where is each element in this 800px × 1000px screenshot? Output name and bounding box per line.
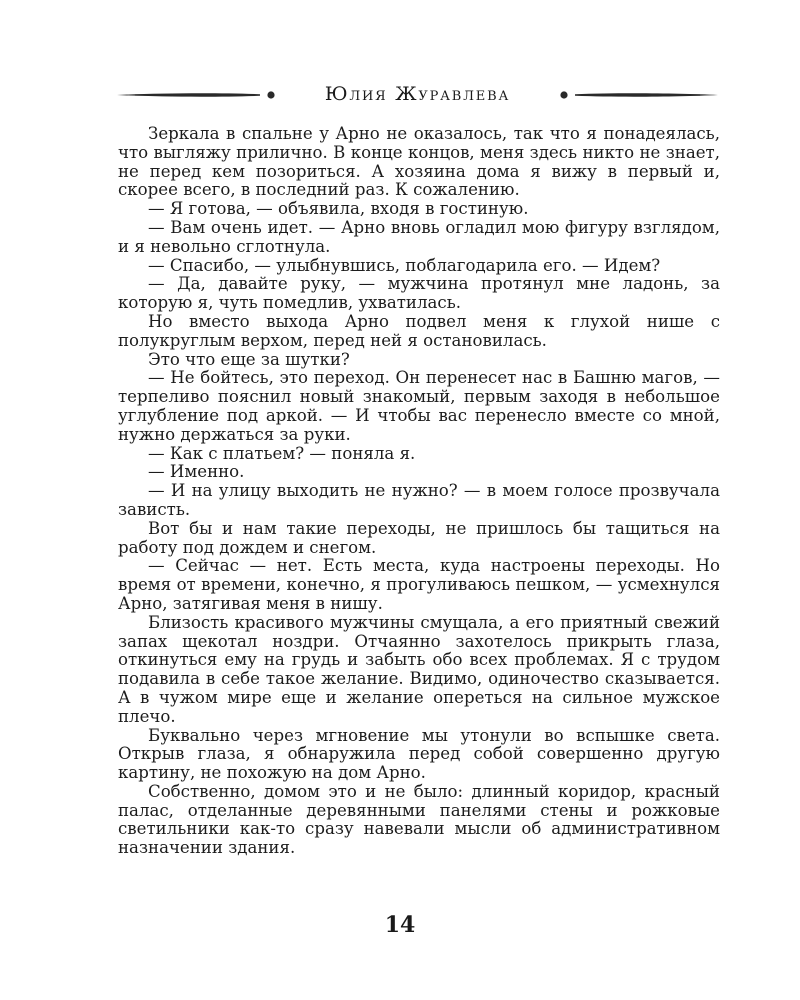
paragraph: — Я готова, — объявила, входя в гостиную. — [148, 199, 529, 219]
right-ornament-rule — [555, 80, 720, 110]
paragraph: Но вместо выхода Арно подвел меня к глухой нише с полукруглым верхом, перед ней я остановилась. — [118, 311, 720, 350]
paragraph: Собственно, домом это и не было: длинный коридор, красный палас, отделанные деревянными панелями стены и рожковые светильники как-то сразу навевали мысли об административном назначении здания. — [118, 781, 720, 858]
page-header — [115, 80, 720, 110]
paragraph: — Вам очень идет. — Арно вновь огладил мою фигуру взглядом, и я невольно сглотнула. — [118, 217, 720, 256]
body-text — [118, 125, 720, 858]
paragraph: Близость красивого мужчины смущала, а его приятный свежий запах щекотал ноздри. Отчаянно захотелось прикрыть глаза, откинуться ему на грудь и забыть обо всех проблемах. Я с трудом подавила в себе такое желание. Видимо, одиночество сказывается. А в чужом мире еще и желание опереться на сильное мужское плечо. — [118, 612, 720, 726]
paragraph: Вот бы и нам такие переходы, не пришлось бы тащиться на работу под дождем и снегом. — [118, 518, 720, 557]
running-head-author: Юлия Журавлева — [324, 83, 511, 105]
paragraph: — Да, давайте руку, — мужчина протянул мне ладонь, за которую я, чуть помедлив, ухватилась. — [118, 274, 720, 313]
paragraph: Зеркала в спальне у Арно не оказалось, так что я понадеялась, что выгляжу прилично. В конце концов, меня здесь никто не знает, не перед кем позориться. А хозяина дома я вижу в первый и, скорее всего, в последний раз. К сожалению. — [118, 124, 720, 200]
paragraph: — Именно. — [148, 462, 245, 482]
paragraph: Буквально через мгновение мы утонули во вспышке света. Открыв глаза, я обнаружила перед собой совершенно другую картину, не похожую на дом Арно. — [118, 725, 720, 783]
paragraph: — Как с платьем? — поняла я. — [148, 443, 416, 463]
page-number: 14 — [384, 912, 416, 938]
paragraph: — Не бойтесь, это переход. Он перенесет нас в Башню магов, — терпеливо пояснил новый знакомый, первым заходя в небольшое углубление под аркой. — И чтобы вас перенесло вместе со мной, нужно держаться за руки. — [118, 368, 720, 444]
paragraph: — Сейчас — нет. Есть места, куда настроены переходы. Но время от времени, конечно, я прогуливаюсь пешком, — усмехнулся Арно, затягивая меня в нишу. — [118, 556, 720, 613]
paragraph: Это что еще за шутки? — [148, 349, 350, 369]
paragraph: — И на улицу выходить не нужно? — в моем голосе прозвучала зависть. — [118, 481, 720, 519]
paragraph: — Спасибо, — улыбнувшись, поблагодарила его. — Идем? — [148, 255, 661, 275]
